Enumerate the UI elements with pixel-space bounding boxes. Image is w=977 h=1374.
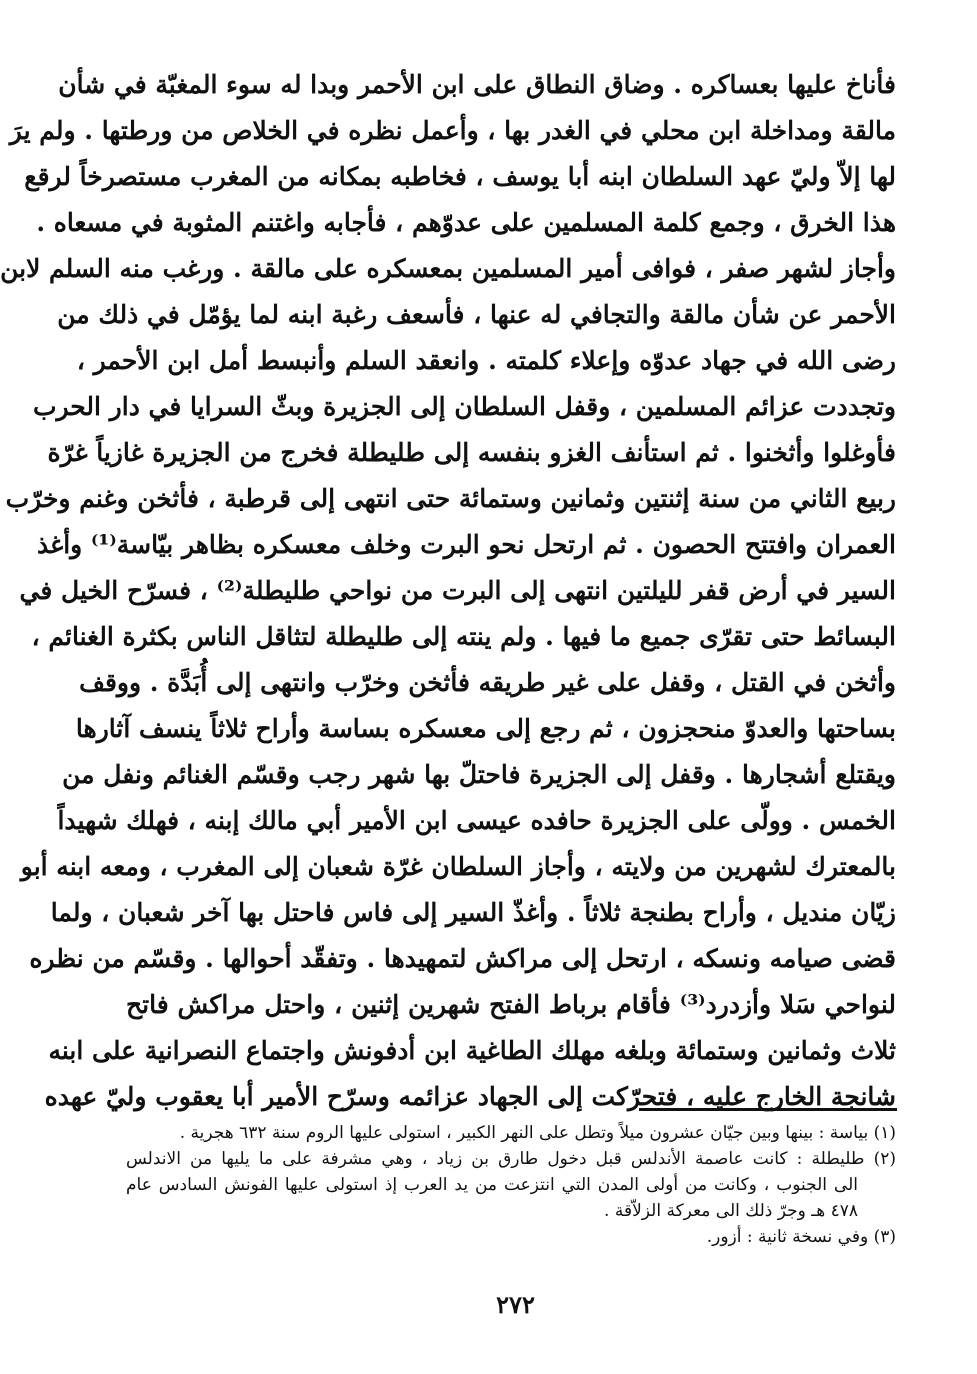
text-line-16: ويقتلع أشجارها . وقفل إلى الجزيرة فاحتلّ بها شهر رجب وقسّم الغنائم ونفل من	[62, 760, 896, 789]
footnote-2-line-1: (٢) طليطلة : كانت عاصمة الأندلس قبل دخول طارق بن زياد ، وهي مشرفة على ما يليها من الاندلس	[126, 1149, 897, 1169]
text-line-19: زيّان منديل ، وأراح بطنجة ثلاثاً . وأغذّ السير إلى فاس فاحتل بها آخر شعبان ، ولما	[50, 898, 896, 927]
text-line-11: العمران وافتتح الحصون . ثم ارتحل نحو البرت وخلف معسكره بظاهر بيّاسة⁽¹⁾ وأغذ	[37, 530, 896, 559]
text-line-7: رضى الله في جهاد عدوّه وإعلاء كلمته . وانعقد السلم وأنبسط أمل ابن الأحمر ،	[76, 346, 896, 375]
footnotes	[126, 1120, 896, 1250]
text-line-21: لنواحي سَلا وأزدرد⁽³⁾ فأقام برباط الفتح شهرين إثنين ، واحتل مراكش فاتح	[126, 990, 896, 1019]
text-line-20: قضى صيامه ونسكه ، ارتحل إلى مراكش لتمهيدها . وتفقّد أحوالها . وقسّم من نظره	[29, 944, 896, 973]
text-line-9: فأوغلوا وأثخنوا . ثم استأنف الغزو بنفسه إلى طليطلة فخرج من الجزيرة غازياً غرّة	[47, 438, 896, 467]
text-line-2: مالقة ومداخلة ابن محلي في الغدر بها ، وأعمل نظره في الخلاص من ورطتها . ولم يرَ	[9, 116, 896, 145]
text-line-23: شانجة الخارج عليه ، فتحرّكت إلى الجهاد عزائمه وسرّح الأمير أبا يعقوب وليّ عهده	[44, 1082, 896, 1111]
main-text	[0, 62, 896, 1120]
text-line-13: البسائط حتى تقرّى جميع ما فيها . ولم ينته إلى طليطلة لتثاقل الناس بكثرة الغنائم ،	[31, 622, 896, 651]
text-line-4: هذا الخرق ، وجمع كلمة المسلمين على عدوّهم ، فأجابه واغتنم المثوبة في مسعاه .	[36, 208, 896, 237]
text-line-14: وأثخن في القتل ، وقفل على غير طريقه فأثخن وخرّب وانتهى إلى أُبَدَّة . ووقف	[79, 668, 896, 697]
text-line-6: الأحمر عن شأن مالقة والتجافي له عنها ، فأسعف رغبة ابنه لما يؤمّل في ذلك من	[57, 300, 896, 329]
footnote-2-line-2: الى الجنوب ، وكانت من أولى المدن التي انتزعت من يد العرب إذ استولى عليها الفونش السادس عام	[126, 1175, 858, 1195]
text-line-17: الخمس . وولّى على الجزيرة حافده عيسى ابن الأمير أبي مالك إبنه ، فهلك شهيداً	[57, 806, 896, 835]
text-line-3: لها إلاّ وليّ عهد السلطان ابنه أبا يوسف ، فخاطبه بمكانه من المغرب مستصرخاً لرقع	[24, 162, 896, 191]
text-line-22: ثلاث وثمانين وستمائة وبلغه مهلك الطاغية ابن أدفونش واجتماع النصرانية على ابنه	[48, 1036, 896, 1065]
footnote-2-line-3: ٤٧٨ هـ وجرّ ذلك الى معركة الزلاّقة .	[604, 1201, 858, 1221]
text-line-15: بساحتها والعدوّ منحجزون ، ثم رجع إلى معسكره بساسة وأراح ثلاثاً ينسف آثارها	[75, 714, 896, 743]
text-line-18: بالمعترك لشهرين من ولايته ، وأجاز السلطان غرّة شعبان إلى المغرب ، ومعه ابنه أبو	[20, 852, 896, 881]
page-number: ٢٧٢	[496, 1290, 535, 1319]
text-line-8: وتجددت عزائم المسلمين ، وقفل السلطان إلى الجزيرة وبثّ السرايا في دار الحرب	[32, 392, 896, 421]
footnote-divider	[639, 1108, 897, 1111]
text-line-10: ربيع الثاني من سنة إثنتين وثمانين وستمائة حتى انتهى إلى قرطبة ، فأثخن وغنم وخرّب	[5, 484, 896, 513]
text-line-12: السير في أرض قفر لليلتين انتهى إلى البرت من نواحي طليطلة⁽²⁾ ، فسرّح الخيل في	[19, 576, 896, 605]
footnote-3: (٣) وفي نسخة ثانية : أزور.	[706, 1227, 896, 1247]
text-line-5: وأجاز لشهر صفر ، فوافى أمير المسلمين بمعسكره على مالقة . ورغب منه السلم لابن	[0, 254, 896, 283]
text-line-1: فأناخ عليها بعساكره . وضاق النطاق على ابن الأحمر وبدا له سوء المغبّة في شأن	[58, 70, 896, 99]
footnote-1: (١) بياسة : بينها وبين جيّان عشرون ميلاً وتطل على النهر الكبير ، استولى عليها الروم سنة ٦٣٢ هجرية .	[179, 1123, 896, 1143]
